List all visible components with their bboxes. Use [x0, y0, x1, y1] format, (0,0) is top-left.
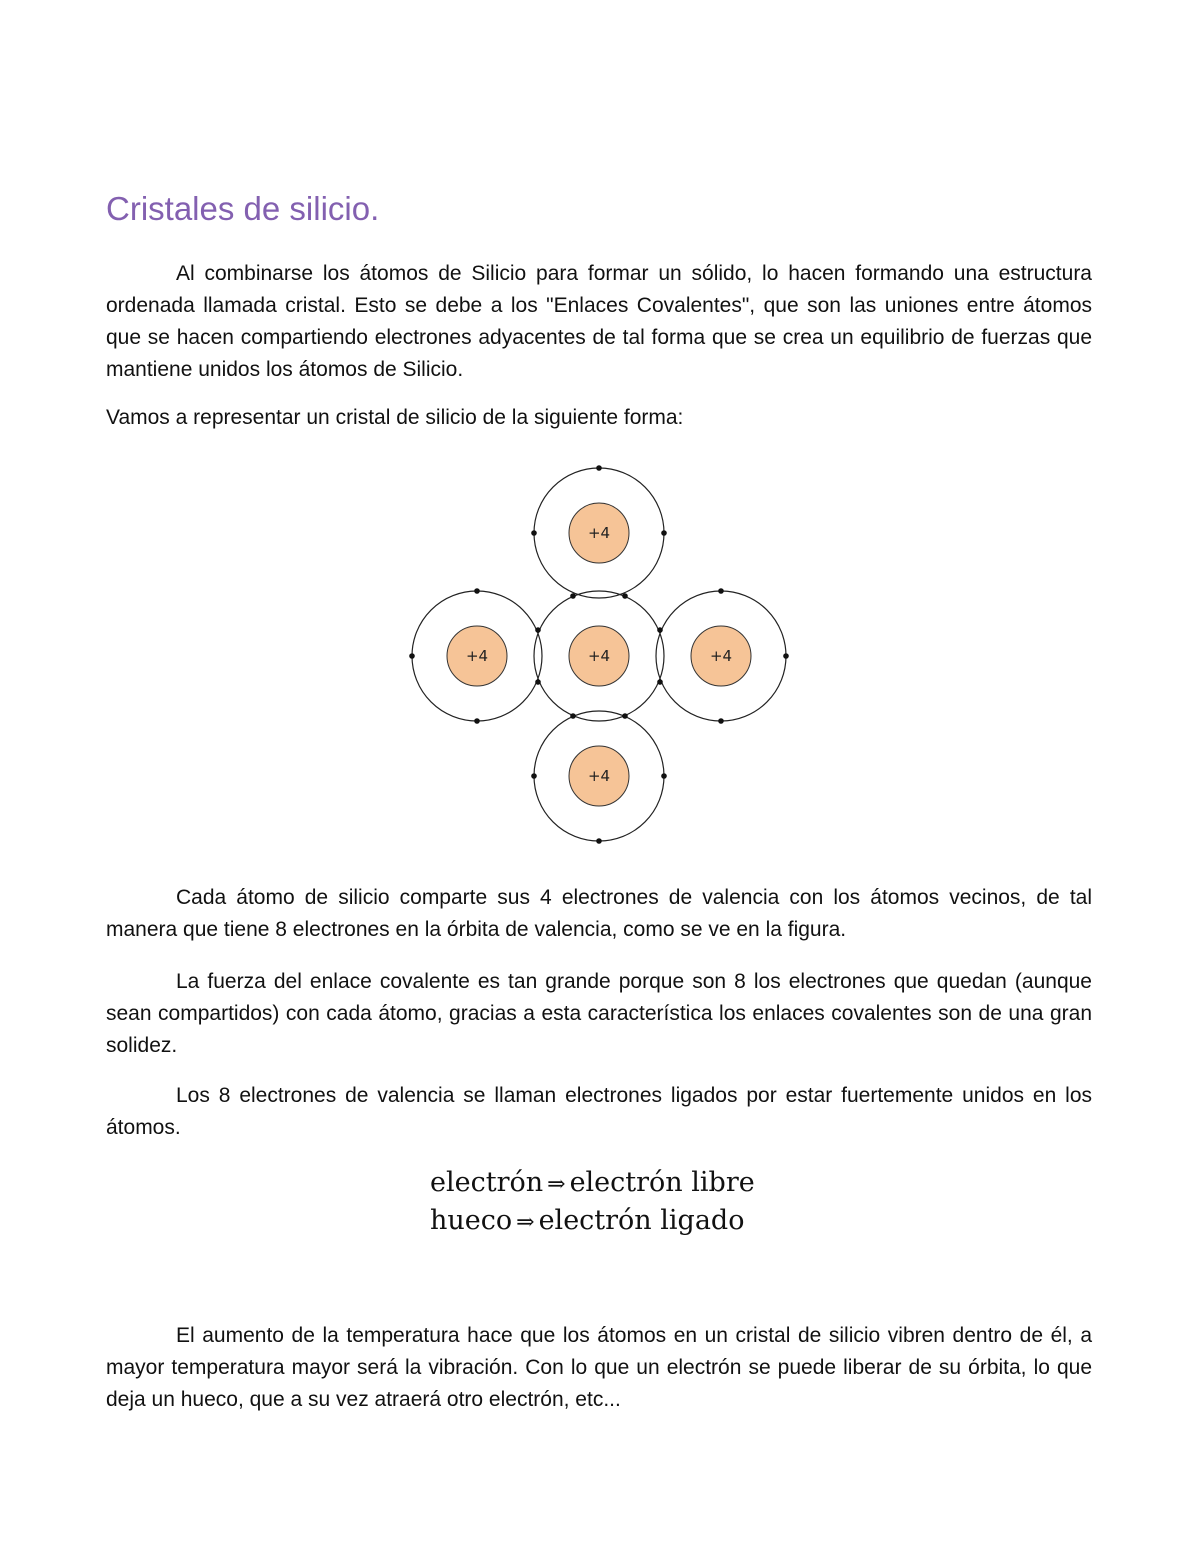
electron-top-left	[531, 530, 537, 536]
electron-shared-right-2	[657, 679, 663, 685]
electron-bottom-down	[596, 838, 602, 844]
electron-right-down	[718, 718, 724, 724]
paragraph-temperature: El aumento de la temperatura hace que los átomos en un cristal de silicio vibren dentro de él, a mayor temperatura mayor será la vibración. Con lo que un electrón se puede liberar de su órbita, lo que deja un hueco, que a su vez atraerá otro electrón, etc...	[106, 1324, 1092, 1411]
electron-left-up	[474, 588, 480, 594]
formula-term-bound-electron: electrón ligado	[538, 1205, 745, 1236]
electron-shared-bottom-1	[570, 713, 576, 719]
electron-shared-top-1	[570, 593, 576, 599]
formula-term-free-electron: electrón libre	[569, 1167, 755, 1198]
electron-shared-left-2	[535, 679, 541, 685]
formula-term-hole: hueco	[430, 1205, 513, 1236]
electron-top-up	[596, 465, 602, 471]
formula-term-electron: electrón	[430, 1167, 544, 1198]
charge-label-left: +4	[465, 647, 489, 665]
formula-line-2	[430, 1203, 755, 1241]
charge-label-bottom: +4	[587, 767, 611, 785]
electron-left-down	[474, 718, 480, 724]
electron-left-left	[409, 653, 415, 659]
paragraph-valence: Cada átomo de silicio comparte sus 4 electrones de valencia con los átomos vecinos, de tal manera que tiene 8 electrones en la órbita de valencia, como se ve en la figura.	[106, 886, 1092, 941]
silicon-crystal-diagram	[390, 458, 810, 858]
charge-label-center: +4	[587, 647, 611, 665]
page-title: Cristales de silicio.	[106, 190, 380, 227]
paragraph-bound-electrons: Los 8 electrones de valencia se llaman electrones ligados por estar fuertemente unidos en los átomos.	[106, 1084, 1092, 1139]
electron-bottom-right	[661, 773, 667, 779]
formula-line-1	[430, 1165, 755, 1203]
electron-right-up	[718, 588, 724, 594]
implies-arrow-icon: ⇒	[547, 1172, 566, 1197]
electron-shared-left-1	[535, 627, 541, 633]
electron-shared-bottom-2	[622, 713, 628, 719]
paragraph-covalent-force: La fuerza del enlace covalente es tan grande porque son 8 los electrones que quedan (aunque sean compartidos) con cada átomo, gracias a esta característica los enlaces covalentes son de una gran solidez.	[106, 970, 1092, 1057]
paragraph-representation: Vamos a representar un cristal de silicio de la siguiente forma:	[106, 406, 684, 429]
implies-arrow-icon: ⇒	[516, 1210, 535, 1235]
formula-block	[430, 1165, 755, 1241]
paragraph-intro: Al combinarse los átomos de Silicio para formar un sólido, lo hacen formando una estructura ordenada llamada cristal. Esto se debe a los "Enlaces Covalentes", que son las uniones entre átomos que se hacen compartiendo electrones adyacentes de tal forma que se crea un equilibrio de fuerzas que mantiene unidos los átomos de Silicio.	[106, 262, 1092, 381]
charge-label-top: +4	[587, 524, 611, 542]
electron-shared-top-2	[622, 593, 628, 599]
electron-bottom-left	[531, 773, 537, 779]
electron-right-right	[783, 653, 789, 659]
charge-label-right: +4	[709, 647, 733, 665]
electron-top-right	[661, 530, 667, 536]
electron-shared-right-1	[657, 627, 663, 633]
